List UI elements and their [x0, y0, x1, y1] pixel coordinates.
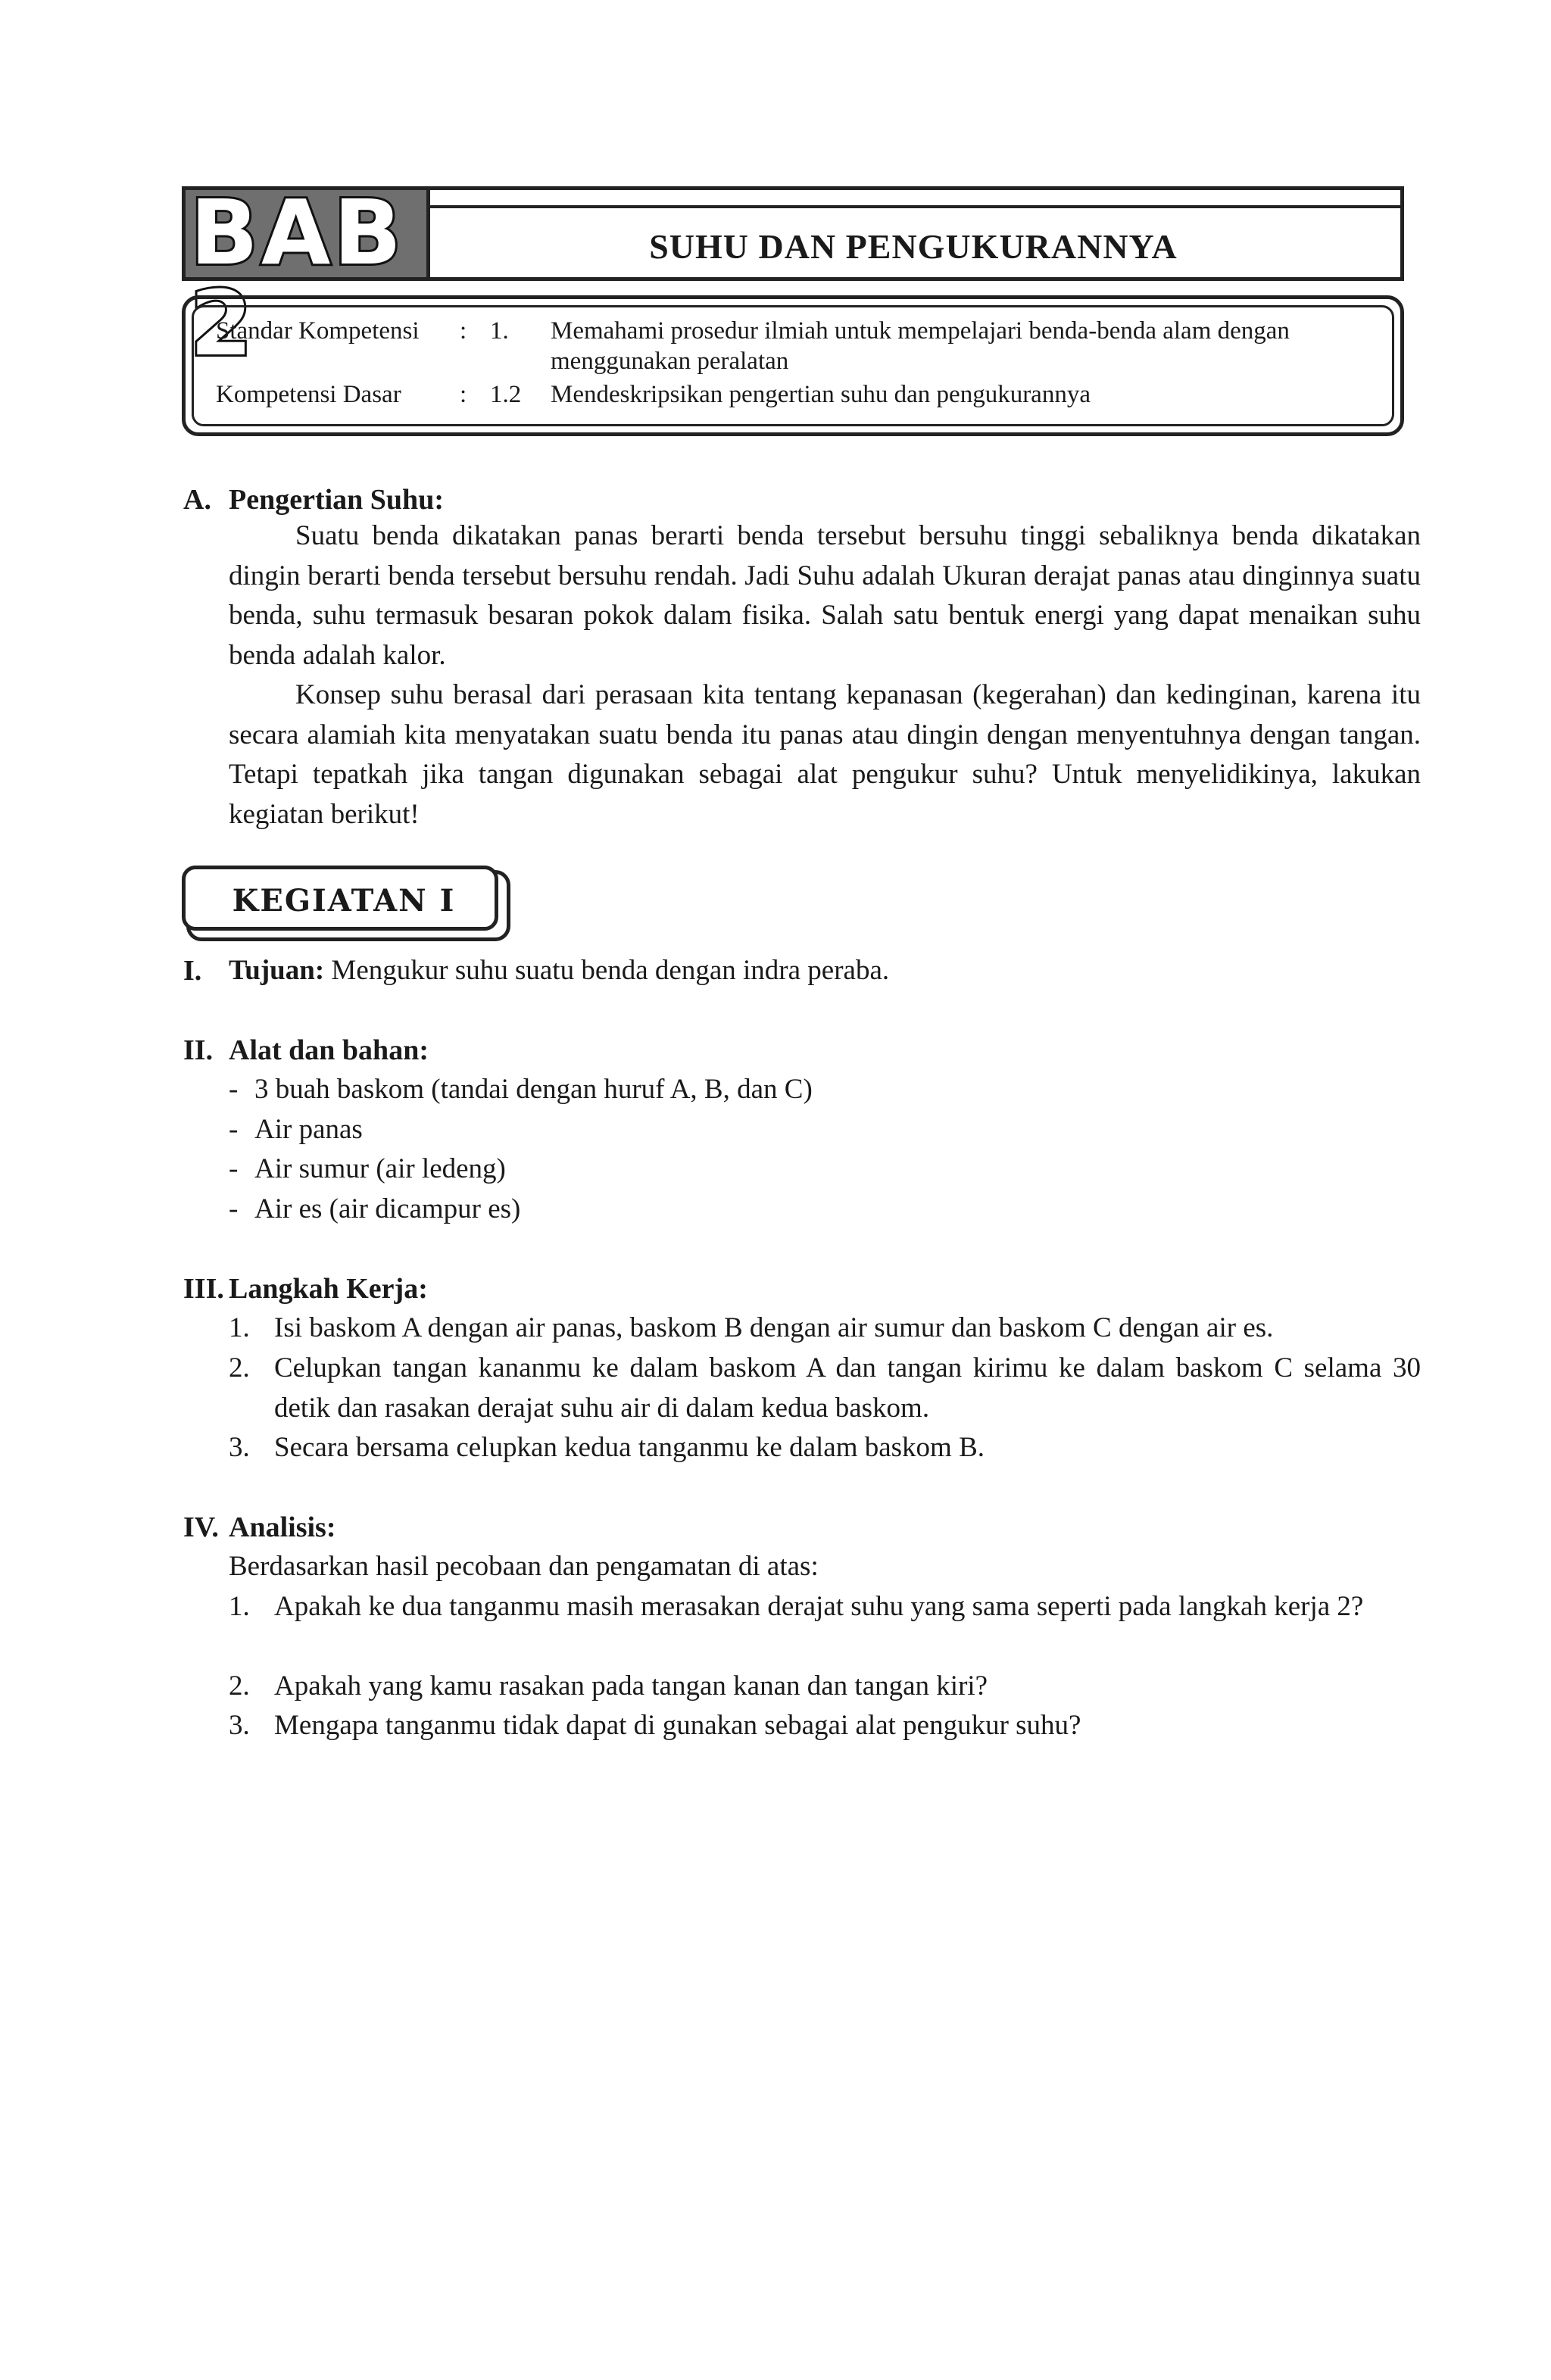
analisis-item-number: 3. — [229, 1710, 250, 1741]
section-a-letter: A. — [183, 484, 211, 516]
tujuan-line — [229, 951, 1421, 991]
analisis-item-text: Mengapa tanganmu tidak dapat di gunakan sebagai alat pengukur suhu? — [274, 1710, 1081, 1741]
analisis-title: Analisis: — [229, 1511, 336, 1543]
analisis-number: IV. — [183, 1511, 219, 1543]
tujuan-text: Mengukur suhu suatu benda dengan indra peraba. — [331, 955, 890, 986]
section-a-title: Pengertian Suhu: — [229, 484, 444, 516]
sk-number: 1. — [490, 317, 509, 345]
langkah-item-number: 3. — [229, 1432, 250, 1463]
alat-number: II. — [183, 1034, 214, 1066]
tujuan-number: I. — [183, 955, 202, 987]
analisis-item-number: 1. — [229, 1591, 250, 1622]
langkah-item-text: Celupkan tangan kananmu ke dalam baskom A dan tangan kirimu ke dalam baskom C selama 30 detik dan rasakan derajat suhu air di dalam kedua baskom. — [274, 1352, 1421, 1424]
alat-bullet: - — [229, 1193, 239, 1224]
sk-colon: : — [460, 317, 467, 345]
kd-label: Kompetensi Dasar — [216, 381, 401, 408]
kegiatan-label: KEGIATAN I — [232, 883, 456, 919]
alat-bullet: - — [229, 1153, 239, 1184]
alat-item: Air panas — [254, 1114, 363, 1145]
langkah-item-text: Secara bersama celupkan kedua tanganmu ke dalam baskom B. — [274, 1432, 985, 1463]
alat-bullet: - — [229, 1074, 239, 1105]
chapter-badge-text: BAB 2 — [190, 180, 405, 376]
header-rule — [426, 205, 1400, 208]
section-a-paragraph-2: Konsep suhu berasal dari perasaan kita tentang kepanasan (kegerahan) dan kedinginan, karena itu secara alamiah kita menyatakan suatu benda itu panas atau dingin dengan menyentuhnya dengan tangan. Tetapi tepatkah jika tangan digunakan sebagai alat pengukur suhu? Untuk menyelidikinya, lakukan kegiatan berikut! — [229, 679, 1421, 830]
alat-item: Air sumur (air ledeng) — [254, 1153, 506, 1184]
alat-item: 3 buah baskom (tandai dengan huruf A, B, dan C) — [254, 1074, 813, 1105]
alat-bullet: - — [229, 1114, 239, 1145]
chapter-title: SUHU DAN PENGUKURANNYA — [649, 227, 1178, 266]
analisis-item-number: 2. — [229, 1670, 250, 1702]
kd-text: Mendeskripsikan pengertian suhu dan pengukurannya — [551, 381, 1091, 408]
analisis-item-text: Apakah yang kamu rasakan pada tangan kanan dan tangan kiri? — [274, 1670, 988, 1702]
sk-text-line2: menggunakan peralatan — [551, 348, 789, 375]
sk-label: Standar Kompetensi — [216, 317, 420, 345]
section-a-paragraph-1: Suatu benda dikatakan panas berarti benda tersebut bersuhu tinggi sebaliknya benda dikatakan dingin berarti benda tersebut bersuhu rendah. Jadi Suhu adalah Ukuran derajat panas atau dinginnya suatu benda, suhu termasuk besaran pokok dalam fisika. Salah satu bentuk energi yang dapat menaikan suhu benda adalah kalor. — [229, 520, 1421, 671]
competency-box — [182, 295, 1404, 436]
tujuan-label: Tujuan: — [229, 955, 325, 986]
analisis-intro: Berdasarkan hasil pecobaan dan pengamatan di atas: — [229, 1551, 819, 1582]
kd-number: 1.2 — [490, 381, 522, 408]
langkah-item-number: 2. — [229, 1352, 250, 1383]
langkah-number: III. — [183, 1273, 224, 1305]
kd-colon: : — [460, 381, 467, 408]
analisis-item-text: Apakah ke dua tanganmu masih merasakan derajat suhu yang sama seperti pada langkah kerja 2? — [274, 1591, 1364, 1622]
langkah-item-text: Isi baskom A dengan air panas, baskom B dengan air sumur dan baskom C dengan air es. — [274, 1312, 1274, 1343]
alat-item: Air es (air dicampur es) — [254, 1193, 521, 1224]
sk-text-line1: Memahami prosedur ilmiah untuk mempelajari benda-benda alam dengan — [551, 317, 1290, 345]
kegiatan-box — [182, 866, 510, 941]
langkah-item-number: 1. — [229, 1312, 250, 1343]
alat-title: Alat dan bahan: — [229, 1034, 429, 1066]
kegiatan-frame — [182, 866, 498, 931]
langkah-title: Langkah Kerja: — [229, 1273, 428, 1305]
